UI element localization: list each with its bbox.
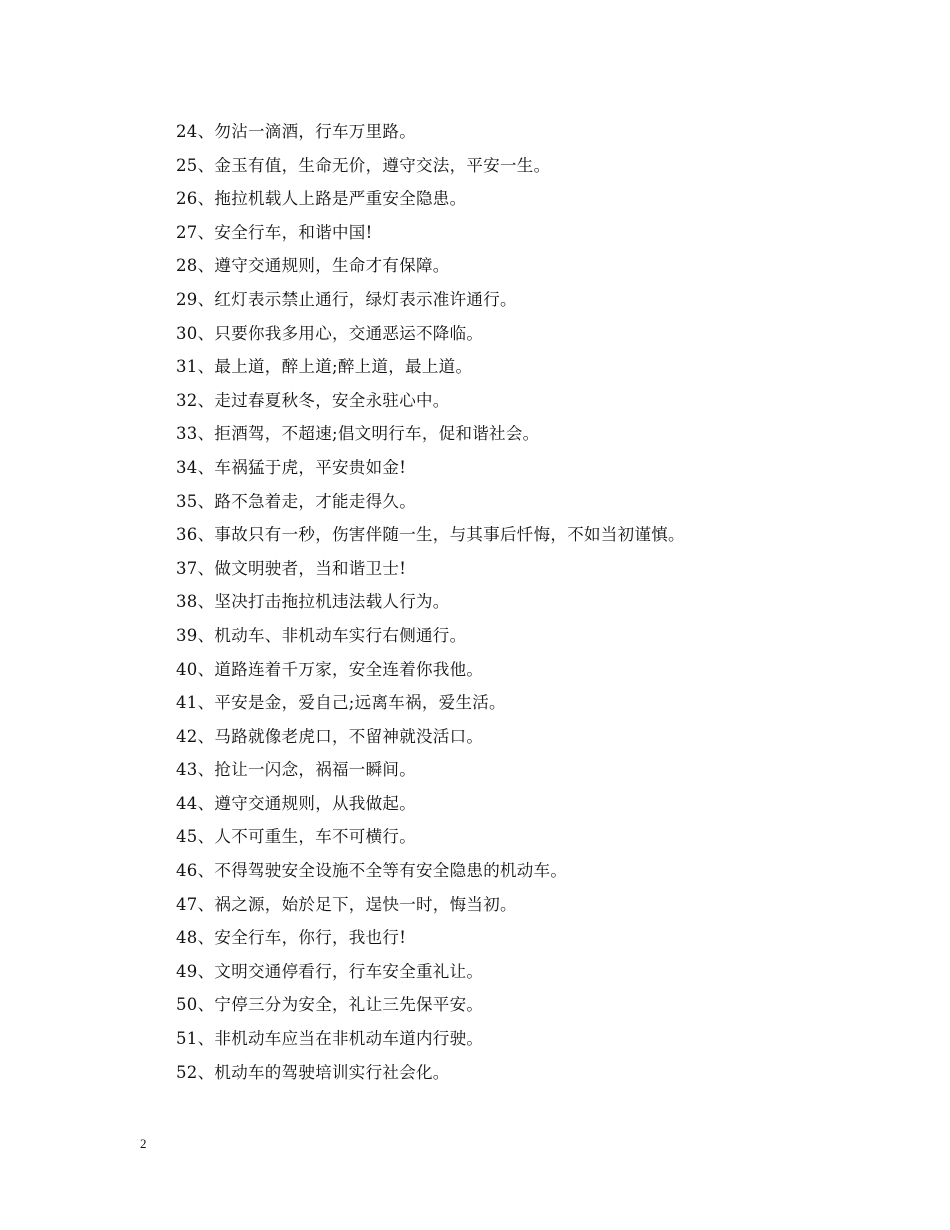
page-number: 2 [140, 1136, 147, 1151]
list-item: 34、车祸猛于虎，平安贵如金! [176, 457, 407, 477]
list-item: 46、不得驾驶安全设施不全等有安全隐患的机动车。 [176, 861, 568, 881]
list-item: 52、机动车的驾驶培训实行社会化。 [176, 1062, 450, 1082]
list-item: 44、遵守交通规则，从我做起。 [176, 793, 416, 813]
list-item: 47、祸之源，始於足下，逞快一时，悔当初。 [176, 894, 517, 914]
list-item: 50、宁停三分为安全，礼让三先保平安。 [176, 995, 484, 1015]
list-item: 43、抢让一闪念，祸福一瞬间。 [176, 760, 416, 780]
list-item: 51、非机动车应当在非机动车道内行驶。 [176, 1029, 484, 1049]
list-item: 36、事故只有一秒，伤害伴随一生，与其事后忏悔，不如当初谨慎。 [176, 525, 685, 545]
list-item: 37、做文明驶者，当和谐卫士! [176, 558, 407, 578]
list-item: 48、安全行车，你行，我也行! [176, 928, 407, 948]
list-item: 40、道路连着千万家，安全连着你我他。 [176, 659, 484, 679]
list-item: 31、最上道，醉上道;醉上道，最上道。 [176, 357, 473, 377]
list-item: 41、平安是金，爱自己;远离车祸，爱生活。 [176, 693, 506, 713]
list-item: 42、马路就像老虎口，不留神就没活口。 [176, 726, 484, 746]
list-item: 35、路不急着走，才能走得久。 [176, 491, 416, 511]
list-item: 38、坚决打击拖拉机违法载人行为。 [176, 592, 450, 612]
list-item: 25、金玉有值，生命无价，遵守交法，平安一生。 [176, 155, 551, 175]
list-item: 33、拒酒驾，不超速;倡文明行车，促和谐社会。 [176, 424, 540, 444]
slogan-list [176, 118, 896, 1092]
list-item: 39、机动车、非机动车实行右侧通行。 [176, 625, 467, 645]
list-item: 27、安全行车，和谐中国! [176, 222, 373, 242]
list-item: 45、人不可重生，车不可横行。 [176, 827, 416, 847]
list-item: 32、走过春夏秋冬，安全永驻心中。 [176, 390, 450, 410]
list-item: 49、文明交通停看行，行车安全重礼让。 [176, 961, 484, 981]
list-item: 24、勿沾一滴酒，行车万里路。 [176, 122, 416, 141]
list-item: 29、红灯表示禁止通行，绿灯表示准许通行。 [176, 289, 517, 309]
list-item: 30、只要你我多用心，交通恶运不降临。 [176, 323, 484, 343]
list-item: 26、拖拉机载人上路是严重安全隐患。 [176, 189, 467, 209]
list-item: 28、遵守交通规则，生命才有保障。 [176, 256, 450, 276]
